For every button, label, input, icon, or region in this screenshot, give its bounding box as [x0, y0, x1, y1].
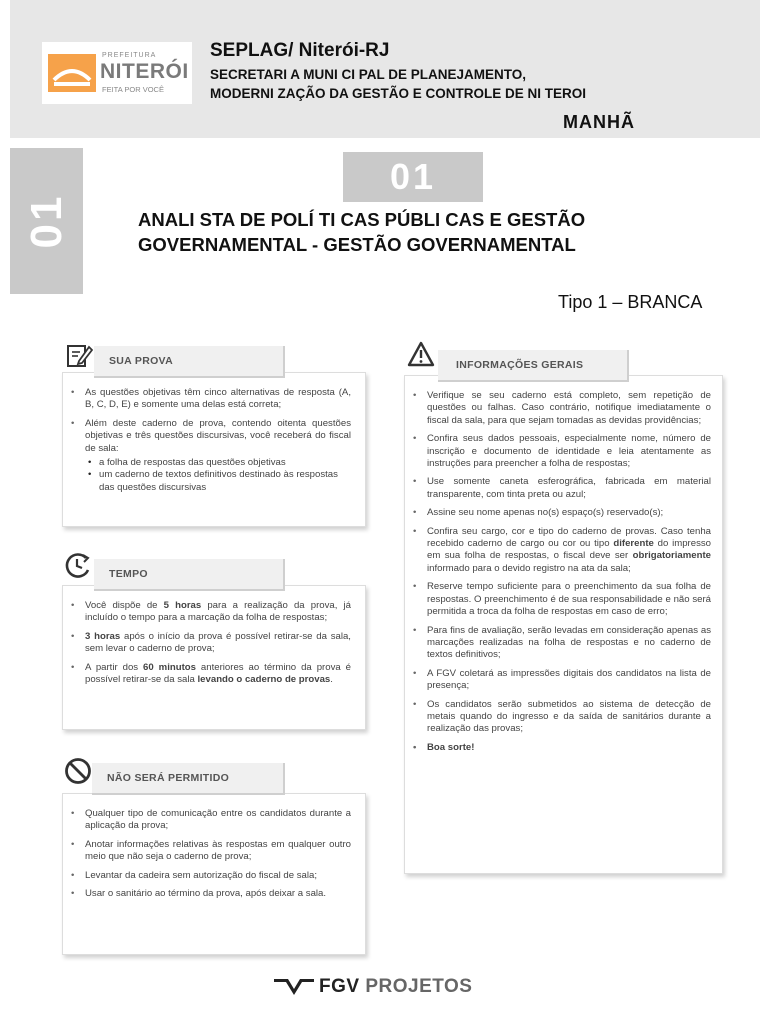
text: do impresso em sua folha de respostas, o fiscal deve ser	[427, 538, 711, 562]
list-item	[67, 631, 351, 656]
text: informado para o devido registro na ata da sala;	[427, 562, 631, 574]
bold-text: diferente	[613, 538, 654, 550]
fgv-projetos-logo	[274, 977, 514, 999]
text: Confira seu cargo, cor e tipo do caderno de provas. Caso tenha recebido caderno de cargo ou cor ou tipo	[427, 525, 711, 550]
exam-number-box: 01	[343, 152, 483, 202]
nao-permitido-heading: NÃO SERÁ PERMITIDO	[92, 763, 285, 795]
exam-shift: MANHÃ	[563, 112, 635, 132]
panel-nao-permitido	[62, 793, 366, 955]
informacoes-list	[409, 390, 711, 760]
bold-text: 5 horas	[163, 600, 202, 611]
text: Você dispõe de	[85, 600, 164, 611]
header-band	[10, 0, 760, 138]
organization-line-1: SECRETARI A MUNI CI PAL DE PLANEJAMENTO,	[210, 67, 527, 82]
list-item: • Use somente caneta esferográfica, fabricada em material transparente, com tinta preta ou azul;	[409, 476, 711, 501]
exam-title-line-1: ANALI STA DE POLÍ TI CAS PÚBLI CAS E GESTÃO	[138, 209, 586, 230]
informacoes-heading: INFORMAÇÕES GERAIS	[438, 350, 629, 382]
logo-prefix: PREFEITURA	[102, 52, 157, 59]
list-item	[67, 600, 351, 625]
fgv-logo-mark-icon	[274, 979, 314, 995]
sub-list	[85, 457, 351, 494]
text: após o início da prova é possível retirar-se da sala, sem levar o caderno de prova;	[85, 630, 351, 655]
panel-informacoes-gerais	[404, 375, 723, 874]
logo-city: NITERÓI	[100, 60, 189, 83]
sub-list-item: • um caderno de textos definitivos destinado às respostas das questões discursivas	[85, 469, 351, 494]
exam-title	[138, 207, 738, 257]
tempo-heading: TEMPO	[94, 559, 285, 591]
warning-icon	[407, 340, 435, 368]
prohibited-icon	[64, 757, 92, 785]
sub-list-item: • a folha de respostas das questões objetivas	[85, 457, 351, 469]
list-item	[67, 418, 351, 494]
list-item: • Para fins de avaliação, serão levadas em consideração apenas as marcações realizadas na folha de respostas e no caderno de textos definitivos;	[409, 625, 711, 662]
list-item: • Reserve tempo suficiente para o preenchimento da sua folha de respostas. O preenchimento é de sua responsabilidade e não será permitida a troca da folha de respostas em caso de erro;	[409, 581, 711, 618]
list-item: • Anotar informações relativas às respostas em qualquer outro meio que não seja o caderno de prova;	[67, 839, 351, 864]
side-exam-number-text: 01	[21, 193, 71, 249]
sua-prova-list	[67, 387, 351, 500]
bold-text: levando o caderno de provas	[197, 674, 331, 686]
bold-text: 3 horas	[85, 630, 121, 642]
logo-tagline: FEITA POR VOCÊ	[102, 85, 164, 94]
organization-line-2: MODERNI ZAÇÃO DA GESTÃO E CONTROLE DE NI TEROI	[210, 86, 587, 101]
list-item: • As questões objetivas têm cinco alternativas de resposta (A, B, C, D, E) e somente uma delas está correta;	[67, 387, 351, 412]
exam-title-line-2: GOVERNAMENTAL - GESTÃO GOVERNAMENTAL	[138, 234, 576, 255]
list-item: • Usar o sanitário ao término da prova, após deixar a sala.	[67, 888, 351, 900]
panel-sua-prova	[62, 372, 366, 527]
list-item	[67, 662, 351, 687]
panel-tempo	[62, 585, 366, 730]
list-item	[409, 526, 711, 576]
fgv-text: FGV	[319, 976, 360, 997]
projetos-text: PROJETOS	[365, 976, 473, 997]
organization-name: SEPLAG/ Niterói-RJ	[210, 40, 390, 61]
list-item: • Assine seu nome apenas no(s) espaço(s) reservado(s);	[409, 507, 711, 519]
clock-icon	[64, 551, 92, 579]
exam-type: Tipo 1 – BRANCA	[558, 292, 703, 312]
side-exam-number	[10, 148, 83, 294]
sua-prova-heading: SUA PROVA	[94, 346, 285, 378]
list-item-text: Além deste caderno de prova, contendo oitenta questões objetivas e três questões discursivas, você receberá do fiscal de sala:	[85, 417, 351, 454]
text: A partir dos	[85, 661, 144, 673]
tempo-list	[67, 600, 351, 692]
list-item: • Boa sorte!	[409, 742, 711, 754]
text: .	[330, 674, 333, 686]
list-item: • A FGV coletará as impressões digitais dos candidatos na lista de presença;	[409, 668, 711, 693]
nao-permitido-list	[67, 808, 351, 906]
text: anteriores ao término da prova é possível retirar-se da sala	[85, 661, 351, 686]
list-item: • Os candidatos serão submetidos ao sistema de detecção de metais quando do ingresso e da saída de sanitários durante a realização das provas;	[409, 699, 711, 736]
niteroi-logo-mark-icon	[48, 54, 96, 92]
niteroi-logo	[42, 42, 192, 104]
fgv-projetos-wordmark	[319, 976, 472, 998]
list-item: • Confira seus dados pessoais, especialmente nome, número de inscrição e documento de identidade e leia atentamente as instruções para preencher a folha de respostas;	[409, 433, 711, 470]
bold-text: obrigatoriamente	[632, 550, 711, 562]
list-item: • Qualquer tipo de comunicação entre os candidatos durante a aplicação da prova;	[67, 808, 351, 833]
pencil-icon	[65, 341, 93, 369]
bold-text: 60 minutos	[143, 661, 196, 673]
text: para a realização da prova, já incluído o tempo para a marcação da folha de respostas;	[85, 600, 351, 624]
list-item: • Levantar da cadeira sem autorização do fiscal de sala;	[67, 870, 351, 882]
list-item: • Verifique se seu caderno está completo, sem repetição de questões ou falhas. Caso contrário, notifique imediatamente o fiscal da sala, para que sejam tomadas as devidas providências;	[409, 390, 711, 427]
